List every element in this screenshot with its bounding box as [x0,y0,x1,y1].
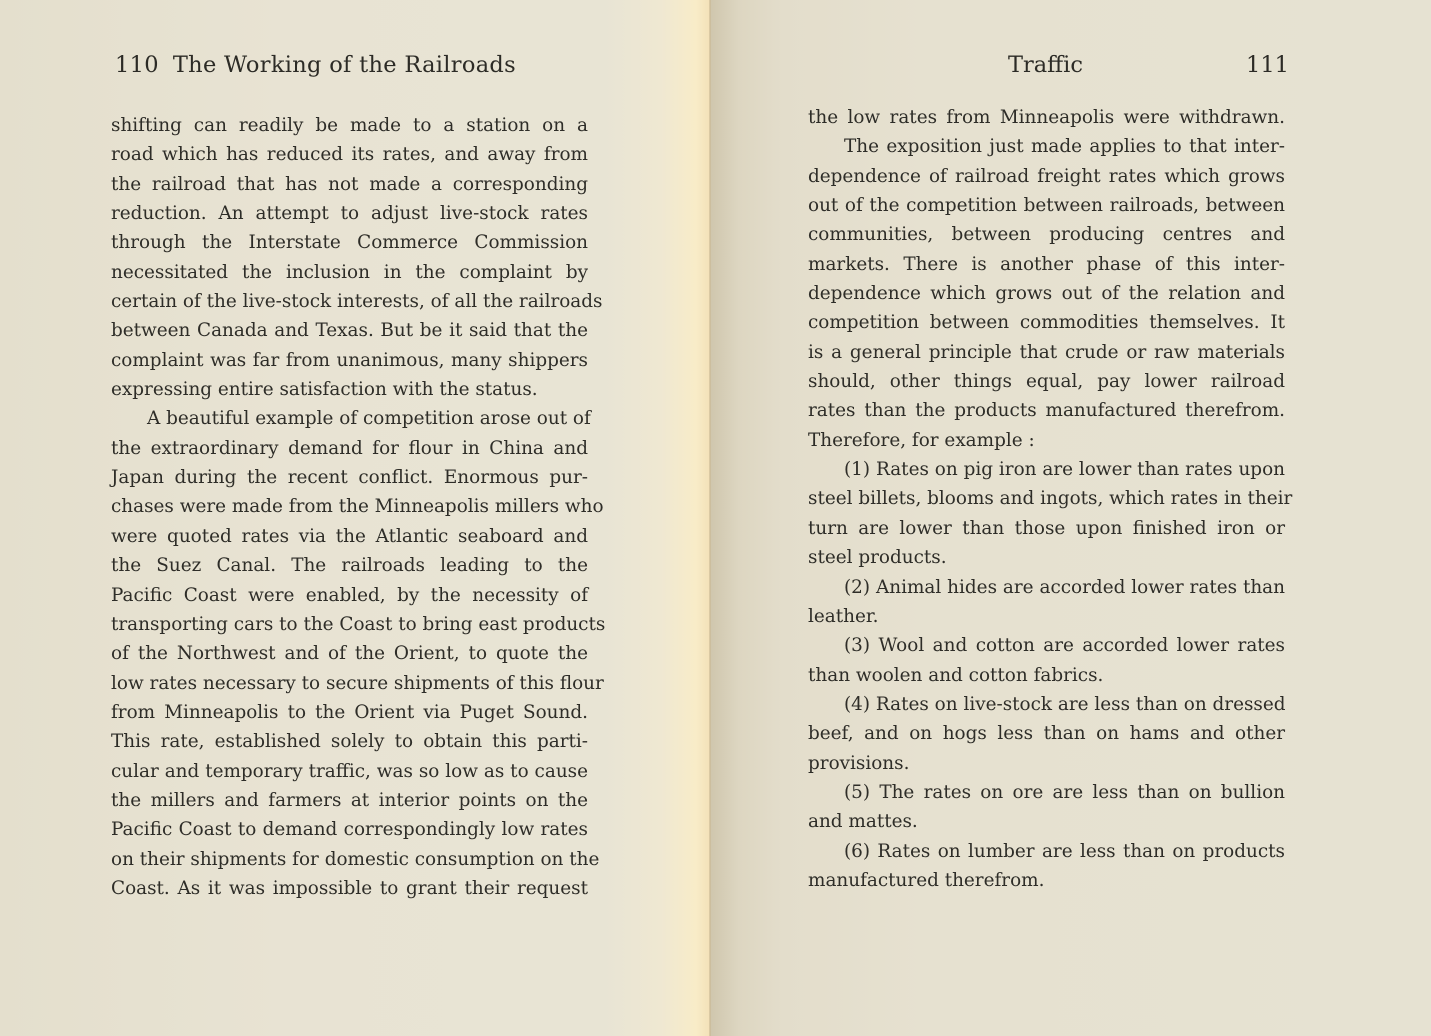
text-line: cular and temporary traffic, was so low as to cause [111,760,588,782]
text-line: should, other things equal, pay lower railroad [808,371,1285,393]
text-line: beef, and on hogs less than on hams and other [808,723,1285,745]
left-running-head [115,52,516,78]
left-page [0,0,710,1036]
right-running-title: Traffic [1008,52,1083,78]
list-item-3: (3) Wool and cotton are accorded lower rates [844,635,1285,657]
text-line: the millers and farmers at interior points on the [111,789,588,811]
left-body-text [111,111,606,903]
text-line: chases were made from the Minneapolis millers who [111,496,604,518]
text-line: Pacific Coast were enabled, by the necessity of [111,584,588,606]
text-line: This rate, established solely to obtain this parti- [111,731,588,753]
text-line: provisions. [808,752,910,774]
text-line: manufactured therefrom. [808,869,1045,891]
list-item-2: (2) Animal hides are accorded lower rates than [844,576,1285,598]
text-line: steel products. [808,547,947,569]
text-line: expressing entire satisfaction with the status. [111,379,538,401]
book-gutter [709,0,711,1036]
text-line: Coast. As it was impossible to grant their request [111,877,588,899]
text-line: were quoted rates via the Atlantic seaboard and [111,525,588,547]
text-line: low rates necessary to secure shipments of this flour [111,672,604,694]
text-line: and mattes. [808,811,918,833]
text-line: the railroad that has not made a corresponding [111,173,588,195]
text-line: dependence which grows out of the relation and [808,283,1285,305]
text-line: from Minneapolis to the Orient via Puget Sound. [111,701,588,723]
text-line: dependence of railroad freight rates which grows [808,165,1285,187]
text-line: competition between commodities themselves. It [808,312,1285,334]
left-running-title: The Working of the Railroads [172,52,516,78]
text-line: than woolen and cotton fabrics. [808,664,1104,686]
text-line: reduction. An attempt to adjust live-stock rates [111,203,588,225]
text-line: A beautiful example of competition arose out of [147,408,591,430]
text-line: through the Interstate Commerce Commission [111,232,588,254]
text-line: turn are lower than those upon finished iron or [808,517,1285,539]
text-line: road which has reduced its rates, and away from [111,144,588,166]
text-line: markets. There is another phase of this inter- [808,253,1285,275]
text-line: Pacific Coast to demand correspondingly low rates [111,819,588,841]
text-line: leather. [808,605,879,627]
text-line: shifting can readily be made to a station on a [111,115,588,136]
left-page-number: 110 [115,52,159,78]
right-page-number: 111 [1246,52,1289,78]
text-line: Japan during the recent conflict. Enormous pur- [111,467,588,489]
text-line: the extraordinary demand for flour in China and [111,437,588,459]
text-line: steel billets, blooms and ingots, which rates in their [808,488,1293,510]
text-line: necessitated the inclusion in the complaint by [111,261,588,283]
text-line: complaint was far from unanimous, many shippers [111,349,588,371]
text-line: communities, between producing centres and [808,224,1285,246]
text-line: the Suez Canal. The railroads leading to the [111,555,588,577]
text-line: between Canada and Texas. But be it said that the [111,320,588,342]
text-line: The exposition just made applies to that inter- [844,136,1285,158]
right-body-text [808,103,1293,895]
text-line: Therefore, for example : [808,429,1035,451]
text-line: transporting cars to the Coast to bring east products [111,613,606,635]
list-item-6: (6) Rates on lumber are less than on products [844,840,1285,862]
text-line: certain of the live-stock interests, of all the railroads [111,291,603,313]
text-line: out of the competition between railroads, between [808,195,1285,217]
text-line: is a general principle that crude or raw materials [808,341,1285,363]
text-line: rates than the products manufactured therefrom. [808,400,1285,422]
text-line: on their shipments for domestic consumption on the [111,848,600,870]
list-item-4: (4) Rates on live-stock are less than on dressed [844,693,1286,715]
list-item-1: (1) Rates on pig iron are lower than rates upon [844,459,1285,481]
text-line: the low rates from Minneapolis were withdrawn. [808,107,1285,128]
text-line: of the Northwest and of the Orient, to quote the [111,643,588,665]
list-item-5: (5) The rates on ore are less than on bullion [844,781,1285,803]
